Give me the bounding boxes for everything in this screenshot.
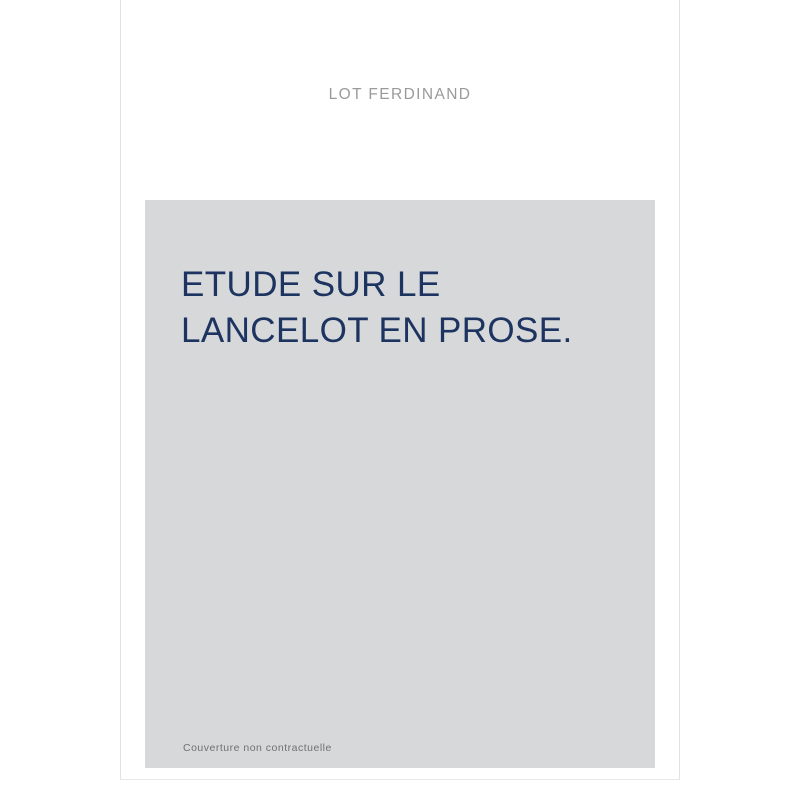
author-name: LOT FERDINAND (328, 86, 472, 103)
book-title: ETUDE SUR LE LANCELOT EN PROSE. (181, 265, 573, 350)
cover-disclaimer: Couverture non contractuelle (183, 742, 332, 754)
cover-page (120, 0, 680, 780)
cover-artwork-panel (145, 200, 655, 768)
